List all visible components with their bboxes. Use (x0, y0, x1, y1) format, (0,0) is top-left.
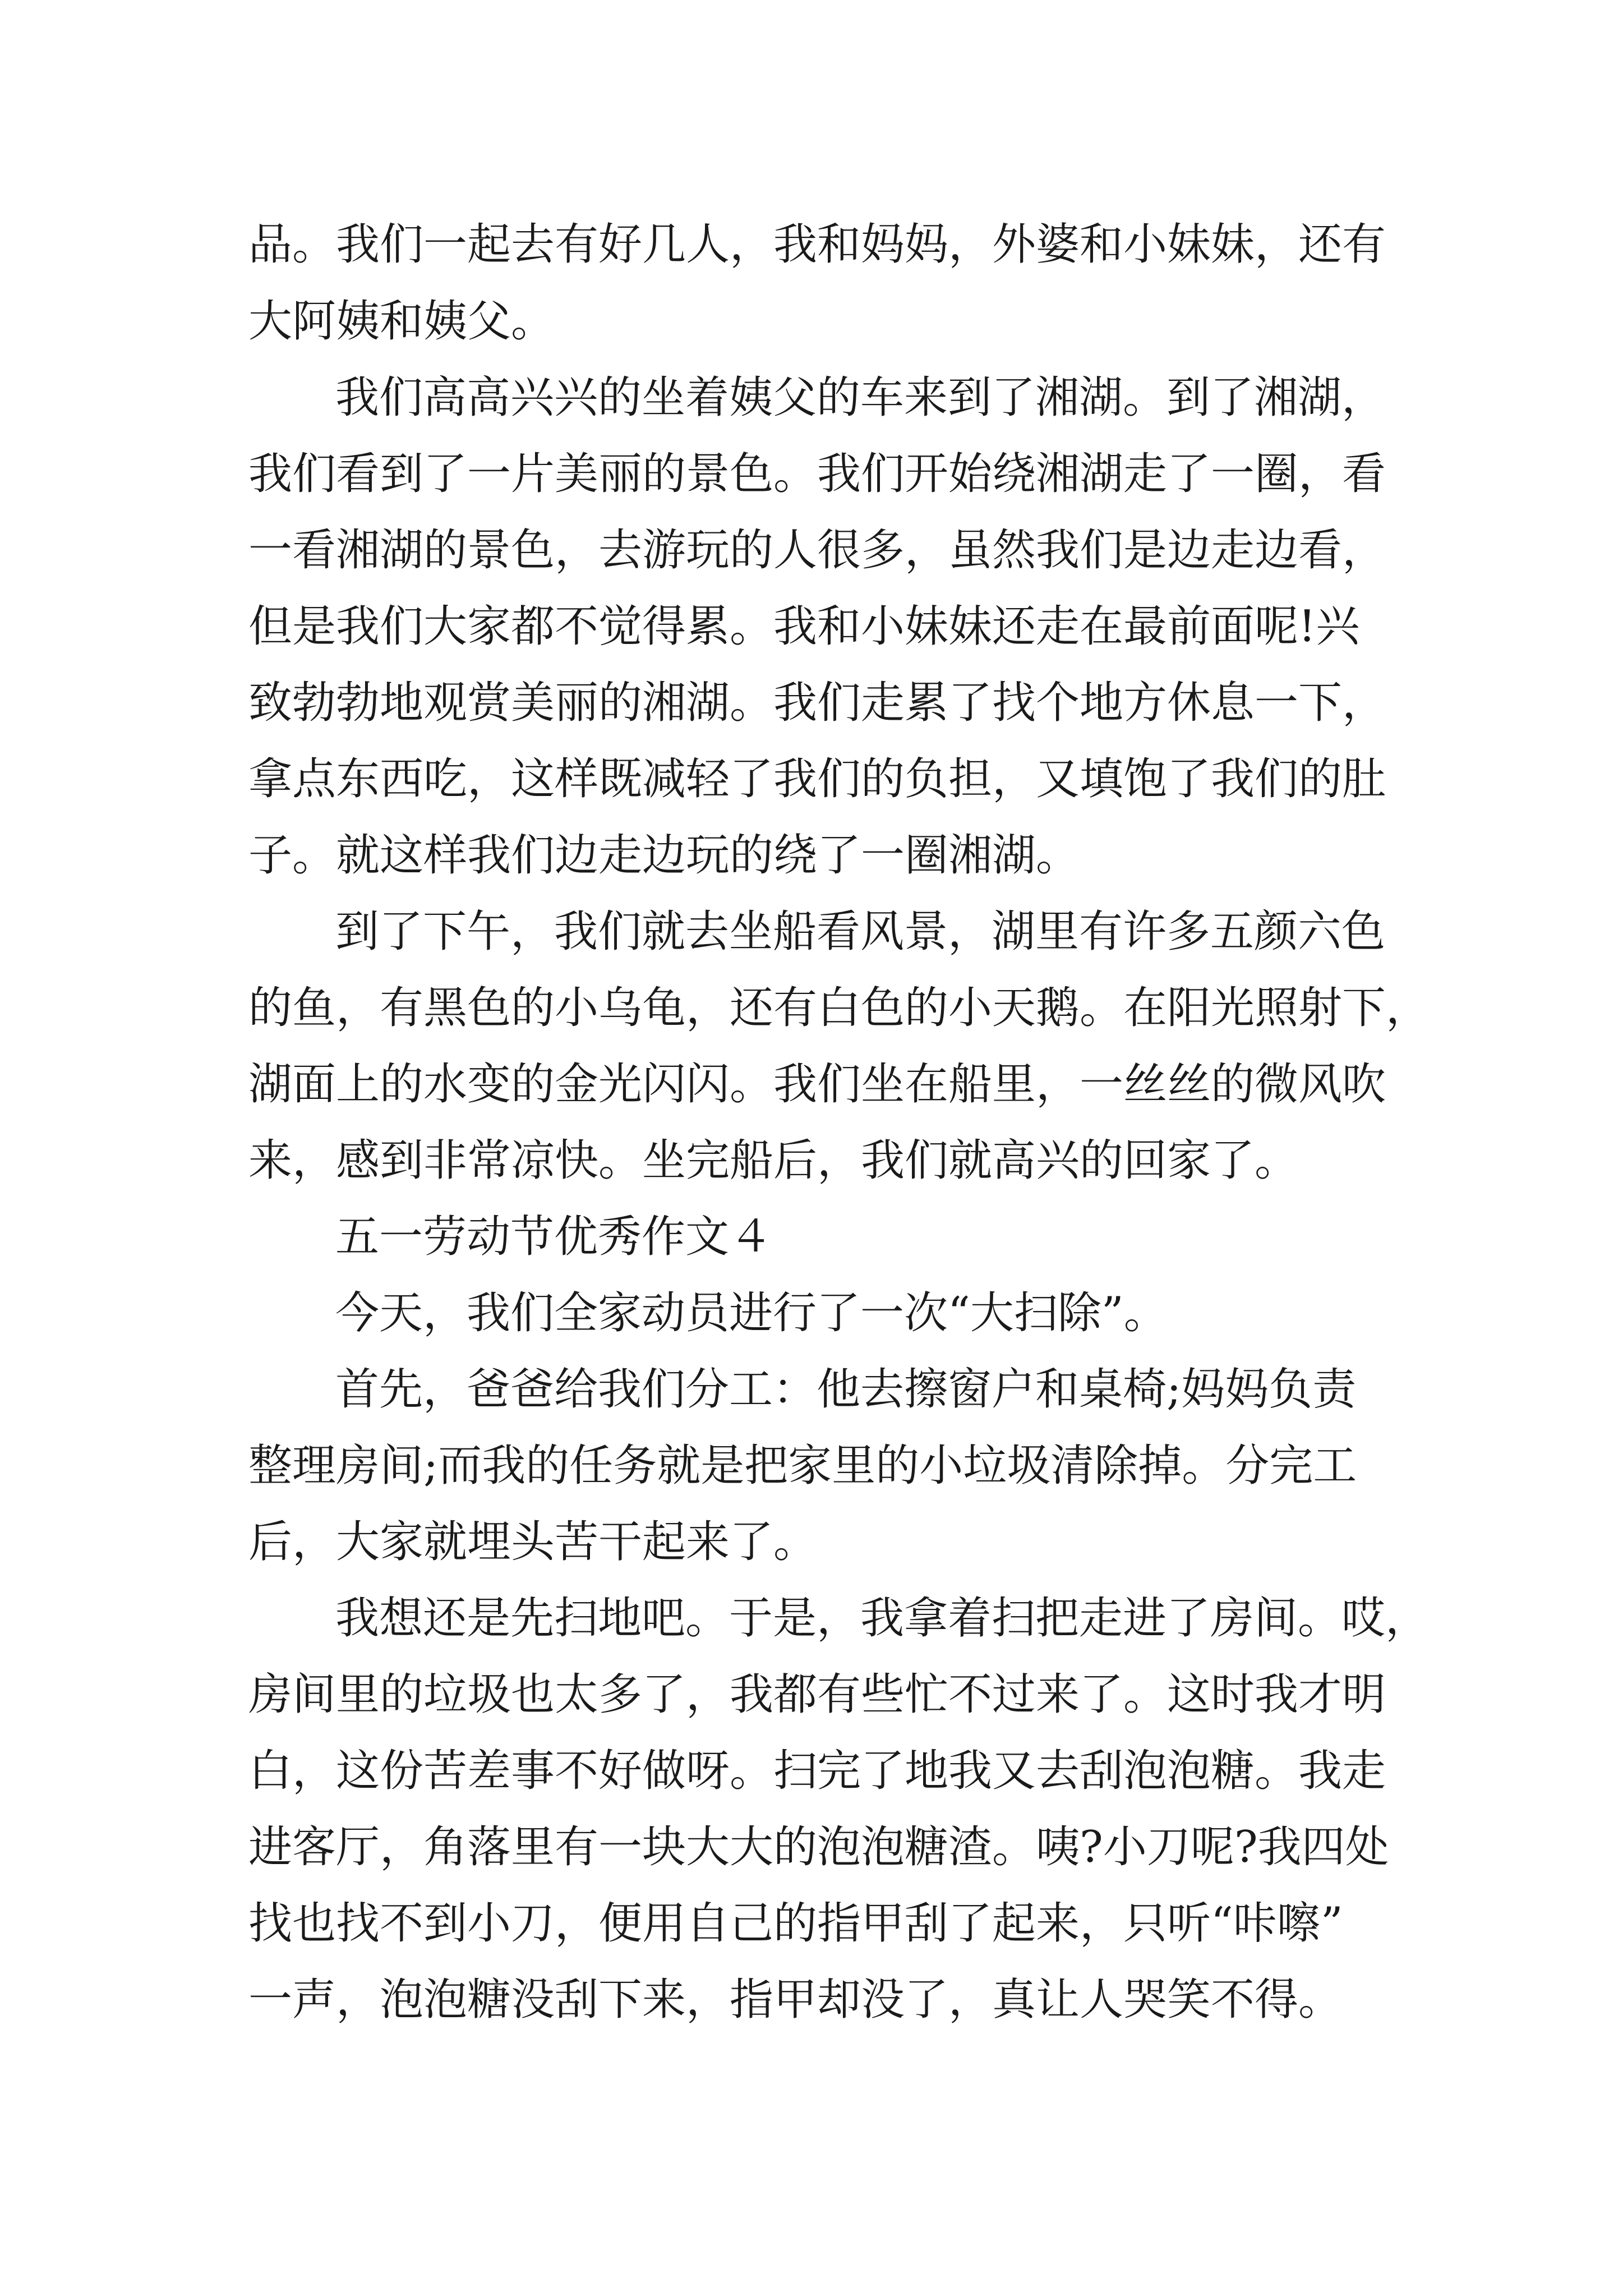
text-line: 后，大家就埋头苦干起来了。 (248, 1517, 818, 1567)
text-line: 今天，我们全家动员进行了一次“大扫除”。 (335, 1288, 1168, 1338)
text-line: 首先，爸爸给我们分工：他去擦窗户和桌椅;妈妈负责 (335, 1364, 1357, 1415)
text-line: 一看湘湖的景色，去游玩的人很多，虽然我们是边走边看， (248, 525, 1386, 576)
text-line: 湖面上的水变的金光闪闪。我们坐在船里，一丝丝的微风吹 (248, 1059, 1386, 1110)
section-heading: 五一劳动节优秀作文４ (335, 1212, 773, 1262)
text-line: 找也找不到小刀，便用自己的指甲刮了起来，只听“咔嚓” (248, 1898, 1343, 1949)
text-line: 品。我们一起去有好几人，我和妈妈，外婆和小妹妹，还有 (248, 219, 1386, 270)
text-line: 一声，泡泡糖没刮下来，指甲却没了，真让人哭笑不得。 (248, 1975, 1343, 2025)
text-line: 拿点东西吃，这样既减轻了我们的负担，又填饱了我们的肚 (248, 754, 1386, 804)
text-line: 的鱼，有黑色的小乌龟，还有白色的小天鹅。在阳光照射下， (248, 983, 1430, 1033)
text-line: 房间里的垃圾也太多了，我都有些忙不过来了。这时我才明 (248, 1669, 1386, 1720)
text-line: 致勃勃地观赏美丽的湘湖。我们走累了找个地方休息一下， (248, 678, 1386, 728)
text-line: 但是我们大家都不觉得累。我和小妹妹还走在最前面呢!兴 (248, 601, 1360, 652)
text-line: 到了下午，我们就去坐船看风景，湖里有许多五颜六色 (335, 907, 1386, 957)
text-line: 大阿姨和姨父。 (248, 296, 555, 347)
text-line: 我想还是先扫地吧。于是，我拿着扫把走进了房间。哎， (335, 1593, 1430, 1644)
text-line: 我们看到了一片美丽的景色。我们开始绕湘湖走了一圈，看 (248, 449, 1386, 499)
text-line: 来，感到非常凉快。坐完船后，我们就高兴的回家了。 (248, 1135, 1299, 1186)
text-line: 子。就这样我们边走边玩的绕了一圈湘湖。 (248, 830, 1080, 881)
text-line: 整理房间;而我的任务就是把家里的小垃圾清除掉。分完工 (248, 1441, 1357, 1491)
text-line: 白，这份苦差事不好做呀。扫完了地我又去刮泡泡糖。我走 (248, 1746, 1386, 1796)
text-line: 我们高高兴兴的坐着姨父的车来到了湘湖。到了湘湖， (335, 372, 1386, 423)
text-line: 进客厅，角落里有一块大大的泡泡糖渣。咦?小刀呢?我四处 (248, 1822, 1389, 1872)
